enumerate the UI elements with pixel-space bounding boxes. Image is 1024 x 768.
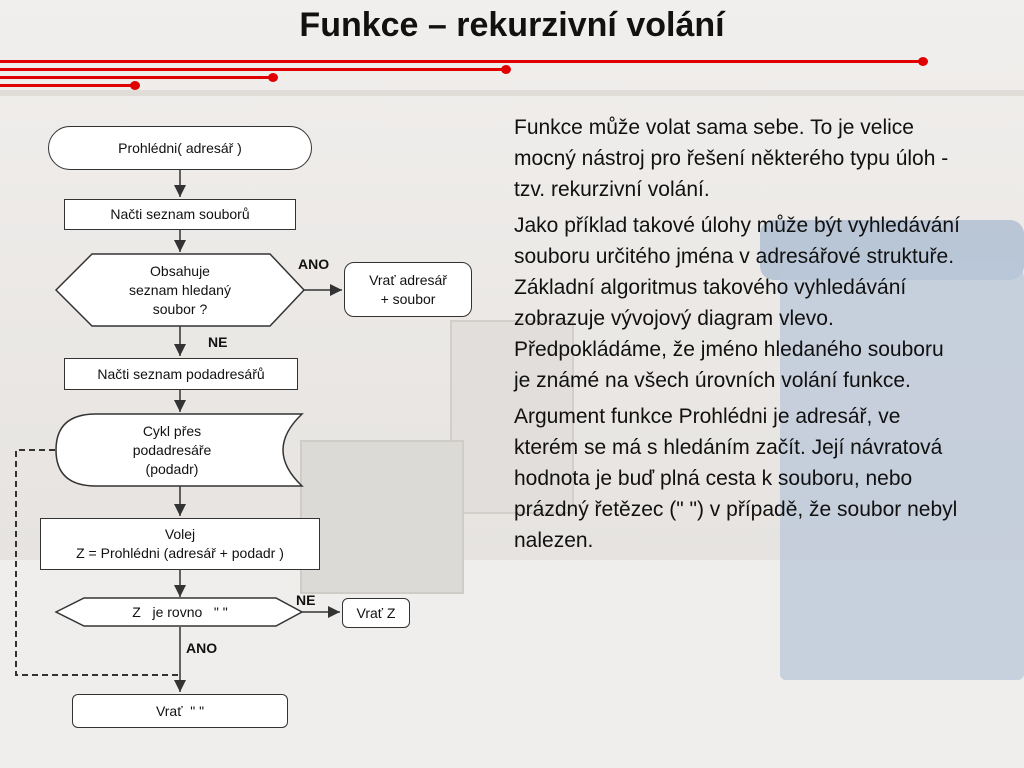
start-node — [48, 126, 312, 170]
decision-empty-text: Z je rovno " " — [132, 604, 228, 620]
label-yes-1: ANO — [298, 256, 330, 272]
paragraph-2: Jako příklad takové úlohy může být vyhledávání souboru určitého jména v adresářové struktuře. Základní algoritmus takového vyhledávání zobrazuje vývojový diagram vlevo. Předpokládáme, že jméno hledaného souboru je známé na všech úrovních volání funkce. — [514, 214, 960, 392]
paragraph-1: Funkce může volat sama sebe. To je velice mocný nástroj pro řešení některého typu úloh - tzv. rekurzivní volání. — [514, 116, 949, 201]
call-line-1: Volej — [164, 526, 196, 542]
start-label: Prohlédni( adresář ) — [118, 139, 242, 156]
read-subdirs-label: Načti seznam podadresářů — [97, 365, 265, 382]
loop-line-1: Cykl přes — [142, 423, 202, 439]
return-empty-label: Vrať " " — [155, 702, 205, 719]
return-z-box — [342, 598, 410, 628]
read-files-box — [64, 199, 296, 230]
decision-contains-line-1: Obsahuje — [150, 263, 210, 279]
decision-contains-text — [96, 262, 264, 319]
decision-contains-line-2: seznam hledaný — [129, 282, 231, 298]
read-files-label: Načti seznam souborů — [110, 206, 250, 222]
loop-line-2: podadresáře — [132, 442, 212, 458]
explanation-text — [514, 112, 964, 561]
return-path-line-2: + soubor — [380, 290, 436, 307]
loop-text — [86, 422, 258, 479]
return-empty-box — [72, 694, 288, 728]
decision-contains-line-3: soubor ? — [152, 301, 208, 317]
call-box — [40, 518, 320, 570]
return-path-box — [344, 262, 472, 317]
label-no-1: NE — [208, 334, 228, 350]
call-line-2: Z = Prohlédni (adresář + podadr ) — [76, 545, 284, 561]
return-path-line-1: Vrať adresář — [369, 271, 447, 288]
return-z-label: Vrať Z — [356, 604, 396, 621]
paragraph-3: Argument funkce Prohlédni je adresář, ve kterém se má s hledáním začít. Její návratová hodnota je buď plná cesta k souboru, nebo prázdný řetězec (" ") v případě, že soubor nebyl nalezen. — [514, 405, 958, 552]
slide-title: Funkce – rekurzivní volání — [299, 6, 725, 44]
label-no-2: NE — [296, 592, 316, 608]
label-yes-2: ANO — [186, 640, 218, 656]
read-subdirs-box — [64, 358, 298, 390]
loop-line-3: (podadr) — [145, 461, 199, 477]
